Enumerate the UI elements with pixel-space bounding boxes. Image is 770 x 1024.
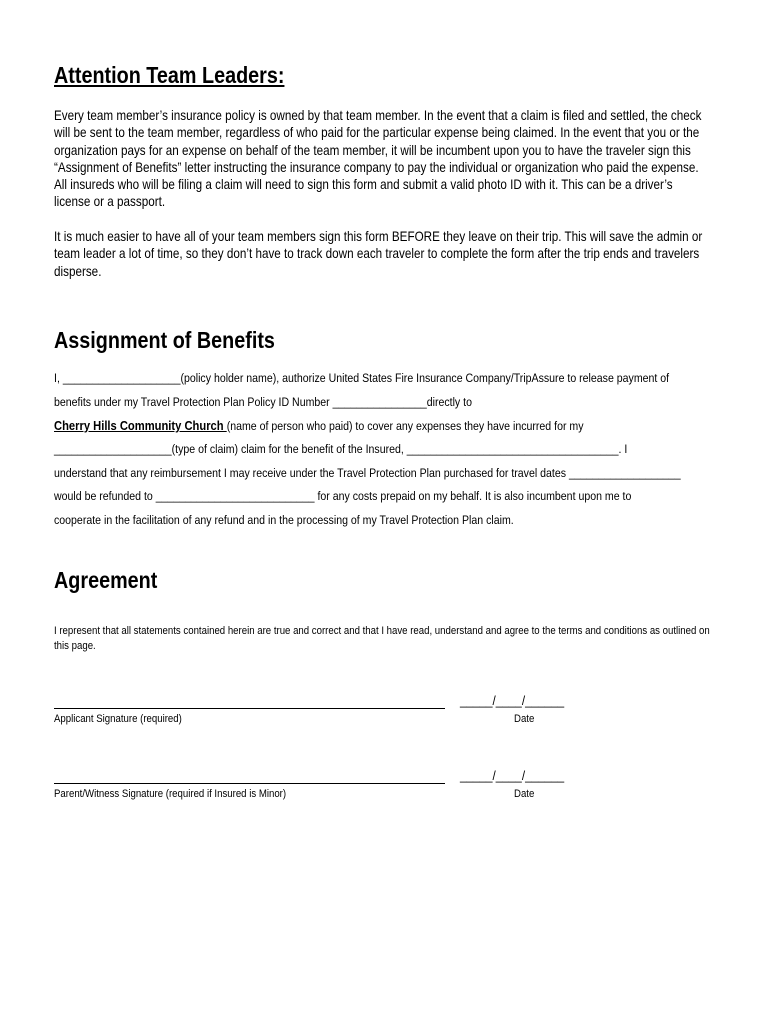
assignment-line-3-text: (name of person who paid) to cover any expenses they have incurred for my bbox=[226, 419, 584, 433]
parent-signature-label: Parent/Witness Signature (required if Insured is Minor) bbox=[54, 788, 287, 800]
assignment-line-7: cooperate in the facilitation of any refund and in the processing of my Travel Protection Plan claim. bbox=[54, 513, 514, 527]
assignment-line-5: understand that any reimbursement I may receive under the Travel Protection Plan purchased for travel dates ___________________ bbox=[54, 466, 681, 480]
parent-signature-line[interactable] bbox=[54, 783, 445, 784]
assignment-line-1: I, ____________________(policy holder name), authorize United States Fire Insurance Company/TripAssure to release payment of bbox=[54, 371, 670, 385]
attention-paragraph-2: It is much easier to have all of your team members sign this form BEFORE they leave on their trip. This will save the admin or team leader a lot of time, so they don’t have to track down each traveler to complete the form after the trip ends and travelers disperse. bbox=[54, 229, 703, 279]
parent-date-field[interactable]: _____/____/______ bbox=[460, 768, 565, 783]
assignment-line-4: ____________________(type of claim) claim for the benefit of the Insured, ____________________________________. I bbox=[54, 442, 628, 456]
agreement-statement: I represent that all statements contained herein are true and correct and that I have read, understand and agree to the terms and conditions as outlined on this page. bbox=[54, 625, 710, 652]
attention-heading: Attention Team Leaders: bbox=[54, 62, 285, 88]
assignment-line-6: would be refunded to ___________________________ for any costs prepaid on my behalf. It is also incumbent upon me to bbox=[54, 489, 632, 503]
assignment-heading: Assignment of Benefits bbox=[54, 327, 275, 353]
applicant-date-label: Date bbox=[514, 713, 535, 725]
payer-name: Cherry Hills Community Church bbox=[54, 418, 227, 433]
applicant-date-field[interactable]: _____/____/______ bbox=[460, 693, 565, 708]
assignment-line-3 bbox=[54, 418, 584, 433]
assignment-line-2: benefits under my Travel Protection Plan Policy ID Number ________________directly to bbox=[54, 395, 472, 409]
applicant-signature-label: Applicant Signature (required) bbox=[54, 713, 182, 725]
agreement-heading: Agreement bbox=[54, 567, 158, 593]
parent-date-label: Date bbox=[514, 788, 535, 800]
applicant-signature-line[interactable] bbox=[54, 708, 445, 709]
attention-paragraph-1: Every team member’s insurance policy is owned by that team member. In the event that a claim is filed and settled, the check will be sent to the team member, regardless of who paid for the particular expense being claimed. In the event that you or the organization pays for an expense on behalf of the team member, it will be incumbent upon you to have the traveler sign this “Assignment of Benefits” letter instructing the insurance company to pay the individual or organization who paid the expense. All insureds who will be filing a claim will need to sign this form and submit a valid photo ID with it. This can be a driver’s license or a passport. bbox=[54, 108, 702, 210]
